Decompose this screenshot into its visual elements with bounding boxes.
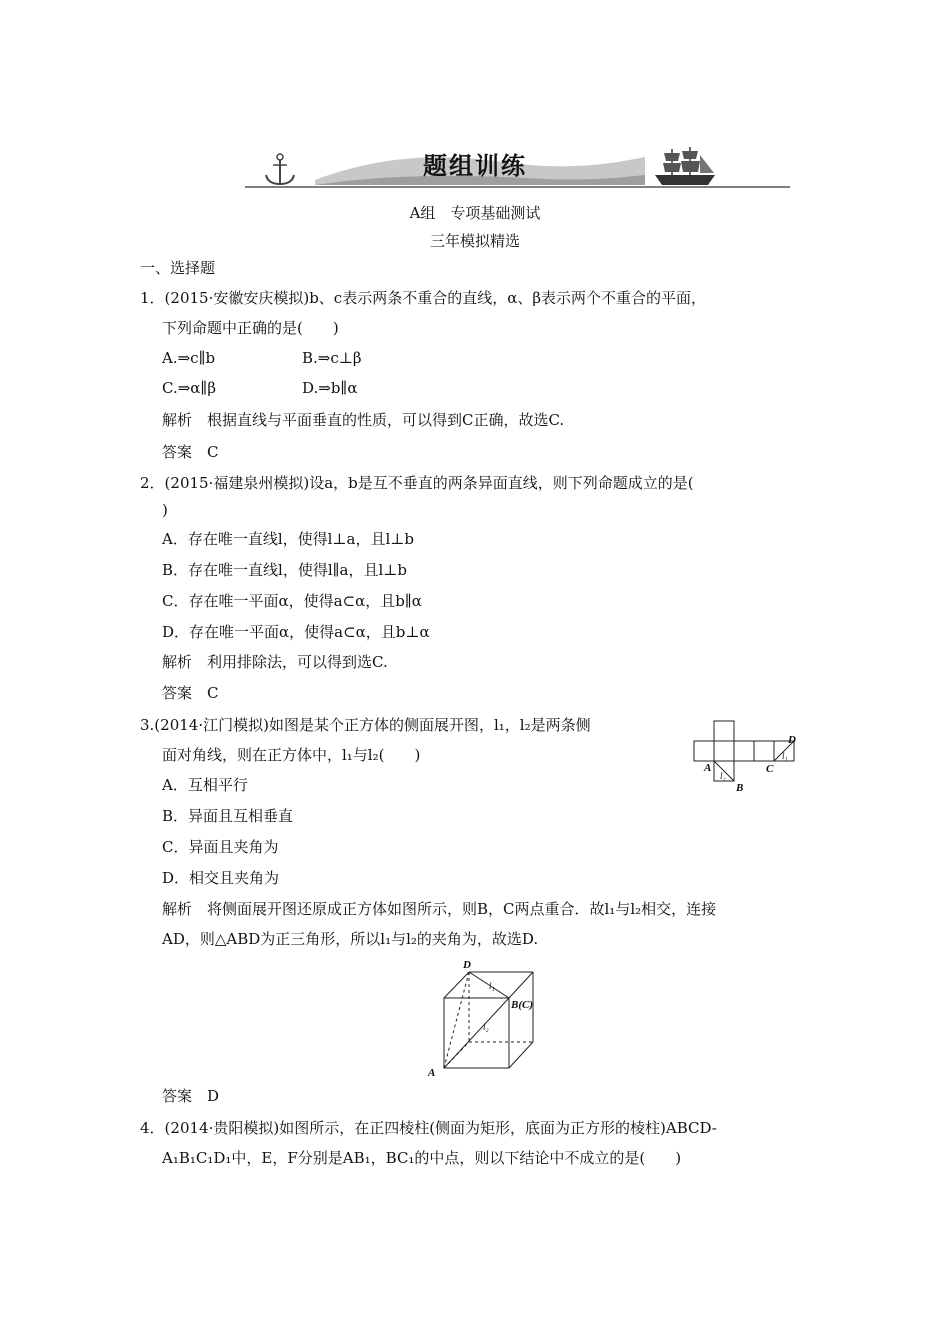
q2-option-d: D．存在唯一平面α，使得a⊂α，且b⊥α <box>162 623 430 641</box>
cube-label-l2: l₂ <box>483 1022 489 1032</box>
q3-stem-line2: 面对角线，则在正方体中，l₁与l₂( ) <box>162 746 421 764</box>
anchor-icon <box>260 153 300 187</box>
net-label-d: D <box>788 734 796 746</box>
net-label-l1: l₁ <box>782 751 788 761</box>
q3-option-c: C．异面且夹角为 <box>162 838 279 856</box>
q3-option-b: B．异面且互相垂直 <box>162 807 294 825</box>
cube-label-l1: l₁ <box>489 981 495 991</box>
q4-stem-line2: A₁B₁C₁D₁中，E，F分别是AB₁，BC₁的中点，则以下结论中不成立的是( ) <box>162 1149 682 1167</box>
net-label-l2: l₂ <box>720 771 726 781</box>
q1-answer: 答案 C <box>162 443 219 461</box>
q2-option-b: B．存在唯一直线l，使得l∥a，且l⊥b <box>162 561 407 579</box>
q1-option-b: B.⇒c⊥β <box>302 349 362 367</box>
group-heading: A组 专项基础测试 <box>409 204 541 222</box>
q3-analysis-line1: 解析 将侧面展开图还原成正方体如图所示，则B，C两点重合．故l₁与l₂相交，连接 <box>162 900 717 918</box>
section-banner <box>245 145 790 195</box>
section-title: 一、选择题 <box>140 259 216 277</box>
q2-option-c: C．存在唯一平面α，使得a⊂α，且b∥α <box>162 592 422 610</box>
q3-answer: 答案 D <box>162 1087 220 1105</box>
q1-option-a: A.⇒c∥b <box>162 349 216 367</box>
cube-figure <box>425 958 545 1080</box>
q1-option-c: C.⇒α∥β <box>162 379 217 397</box>
cube-label-a: A <box>428 1067 436 1079</box>
q1-option-d: D.⇒b∥α <box>302 379 358 397</box>
q2-analysis: 解析 利用排除法，可以得到选C. <box>162 653 388 671</box>
q1-analysis: 解析 根据直线与平面垂直的性质，可以得到C正确，故选C. <box>162 411 565 429</box>
q4-stem-line1: 4．(2014·贵阳模拟)如图所示，在正四棱柱(侧面为矩形，底面为正方形的棱柱)ABCD- <box>140 1119 717 1137</box>
net-label-a: A <box>704 762 712 774</box>
q1-stem-line2: 下列命题中正确的是( ) <box>162 319 339 337</box>
q2-option-a: A．存在唯一直线l，使得l⊥a，且l⊥b <box>162 530 414 548</box>
q3-option-a: A．互相平行 <box>162 776 248 794</box>
q1-stem-line1: 1．(2015·安徽安庆模拟)b、c表示两条不重合的直线，α、β表示两个不重合的平面， <box>140 289 706 307</box>
cube-label-d: D <box>463 959 471 971</box>
q2-stem-line2: ) <box>162 501 168 519</box>
net-label-c: C <box>766 763 774 775</box>
sub-heading: 三年模拟精选 <box>429 232 520 250</box>
net-label-b: B <box>736 782 744 794</box>
cube-net-figure <box>704 715 803 805</box>
q3-stem-line1: 3.(2014·江门模拟)如图是某个正方体的侧面展开图，l₁，l₂是两条侧 <box>140 716 591 734</box>
q2-answer: 答案 C <box>162 684 219 702</box>
q3-analysis-line2: AD，则△ABD为正三角形，所以l₁与l₂的夹角为，故选D. <box>162 930 539 948</box>
q2-stem-line1: 2．(2015·福建泉州模拟)设a，b是互不垂直的两条异面直线，则下列命题成立的是( <box>140 474 694 492</box>
sailing-ship-icon <box>650 145 720 187</box>
banner-title: 题组训练 <box>423 152 527 180</box>
q3-option-d: D．相交且夹角为 <box>162 869 280 887</box>
cube-label-bc: B(C) <box>511 999 533 1011</box>
